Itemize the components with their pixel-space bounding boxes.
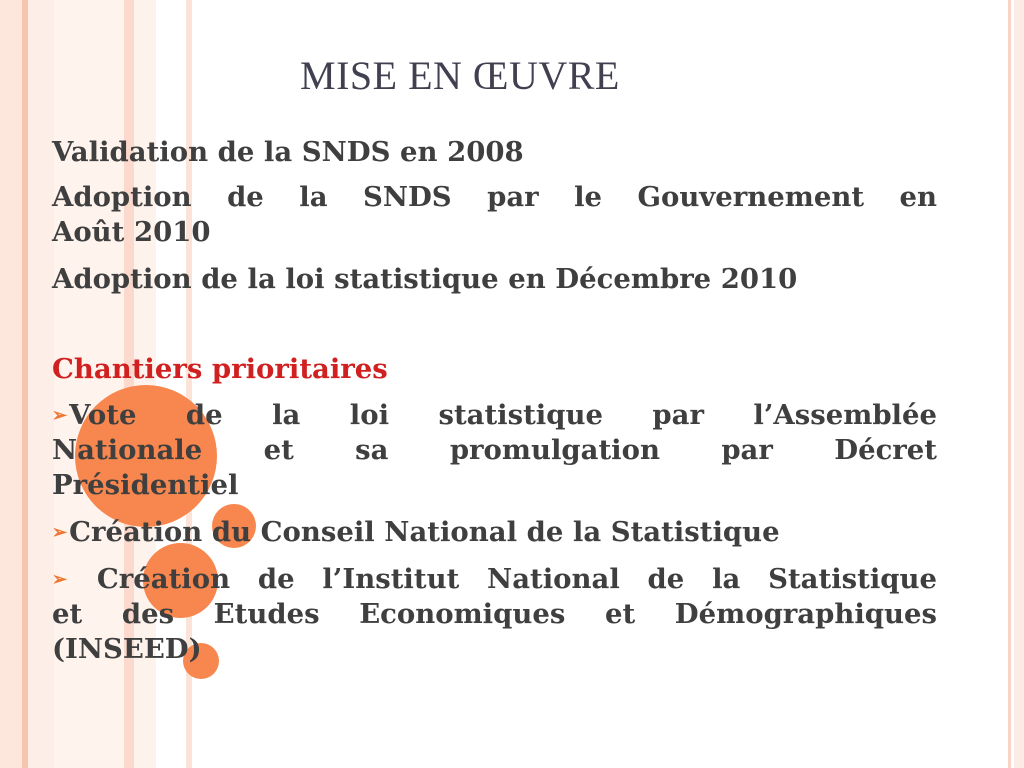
bullet-item-continuation: (INSEED) (52, 633, 202, 665)
list-item: Adoption de la SNDS par le Gouvernement en (52, 181, 937, 213)
arrow-bullet-icon: ➢ (52, 405, 68, 426)
decor-stripe (1014, 0, 1024, 768)
decor-stripe (1008, 0, 1011, 768)
slide-title: MISE EN ŒUVRE (300, 53, 620, 98)
section-heading: Chantiers prioritaires (52, 353, 388, 385)
bullet-item-continuation: Nationale et sa promulgation par Décret (52, 434, 937, 466)
bullet-item: ➢ Création de l’Institut National de la Statistique (52, 563, 937, 595)
decor-stripe (0, 0, 22, 768)
arrow-bullet-icon: ➢ (52, 569, 68, 590)
bullet-item-continuation: et des Etudes Economiques et Démographiques (52, 598, 937, 630)
bullet-item: ➢Vote de la loi statistique par l’Assemblée (52, 399, 937, 431)
list-item: Validation de la SNDS en 2008 (52, 136, 524, 168)
bullet-item-continuation: Présidentiel (52, 469, 239, 501)
list-item: Adoption de la loi statistique en Décembre 2010 (52, 263, 798, 295)
list-item-continuation: Août 2010 (52, 216, 211, 248)
decor-stripe (28, 0, 54, 768)
arrow-bullet-icon: ➢ (52, 522, 68, 543)
bullet-item: ➢Création du Conseil National de la Statistique (52, 516, 780, 548)
